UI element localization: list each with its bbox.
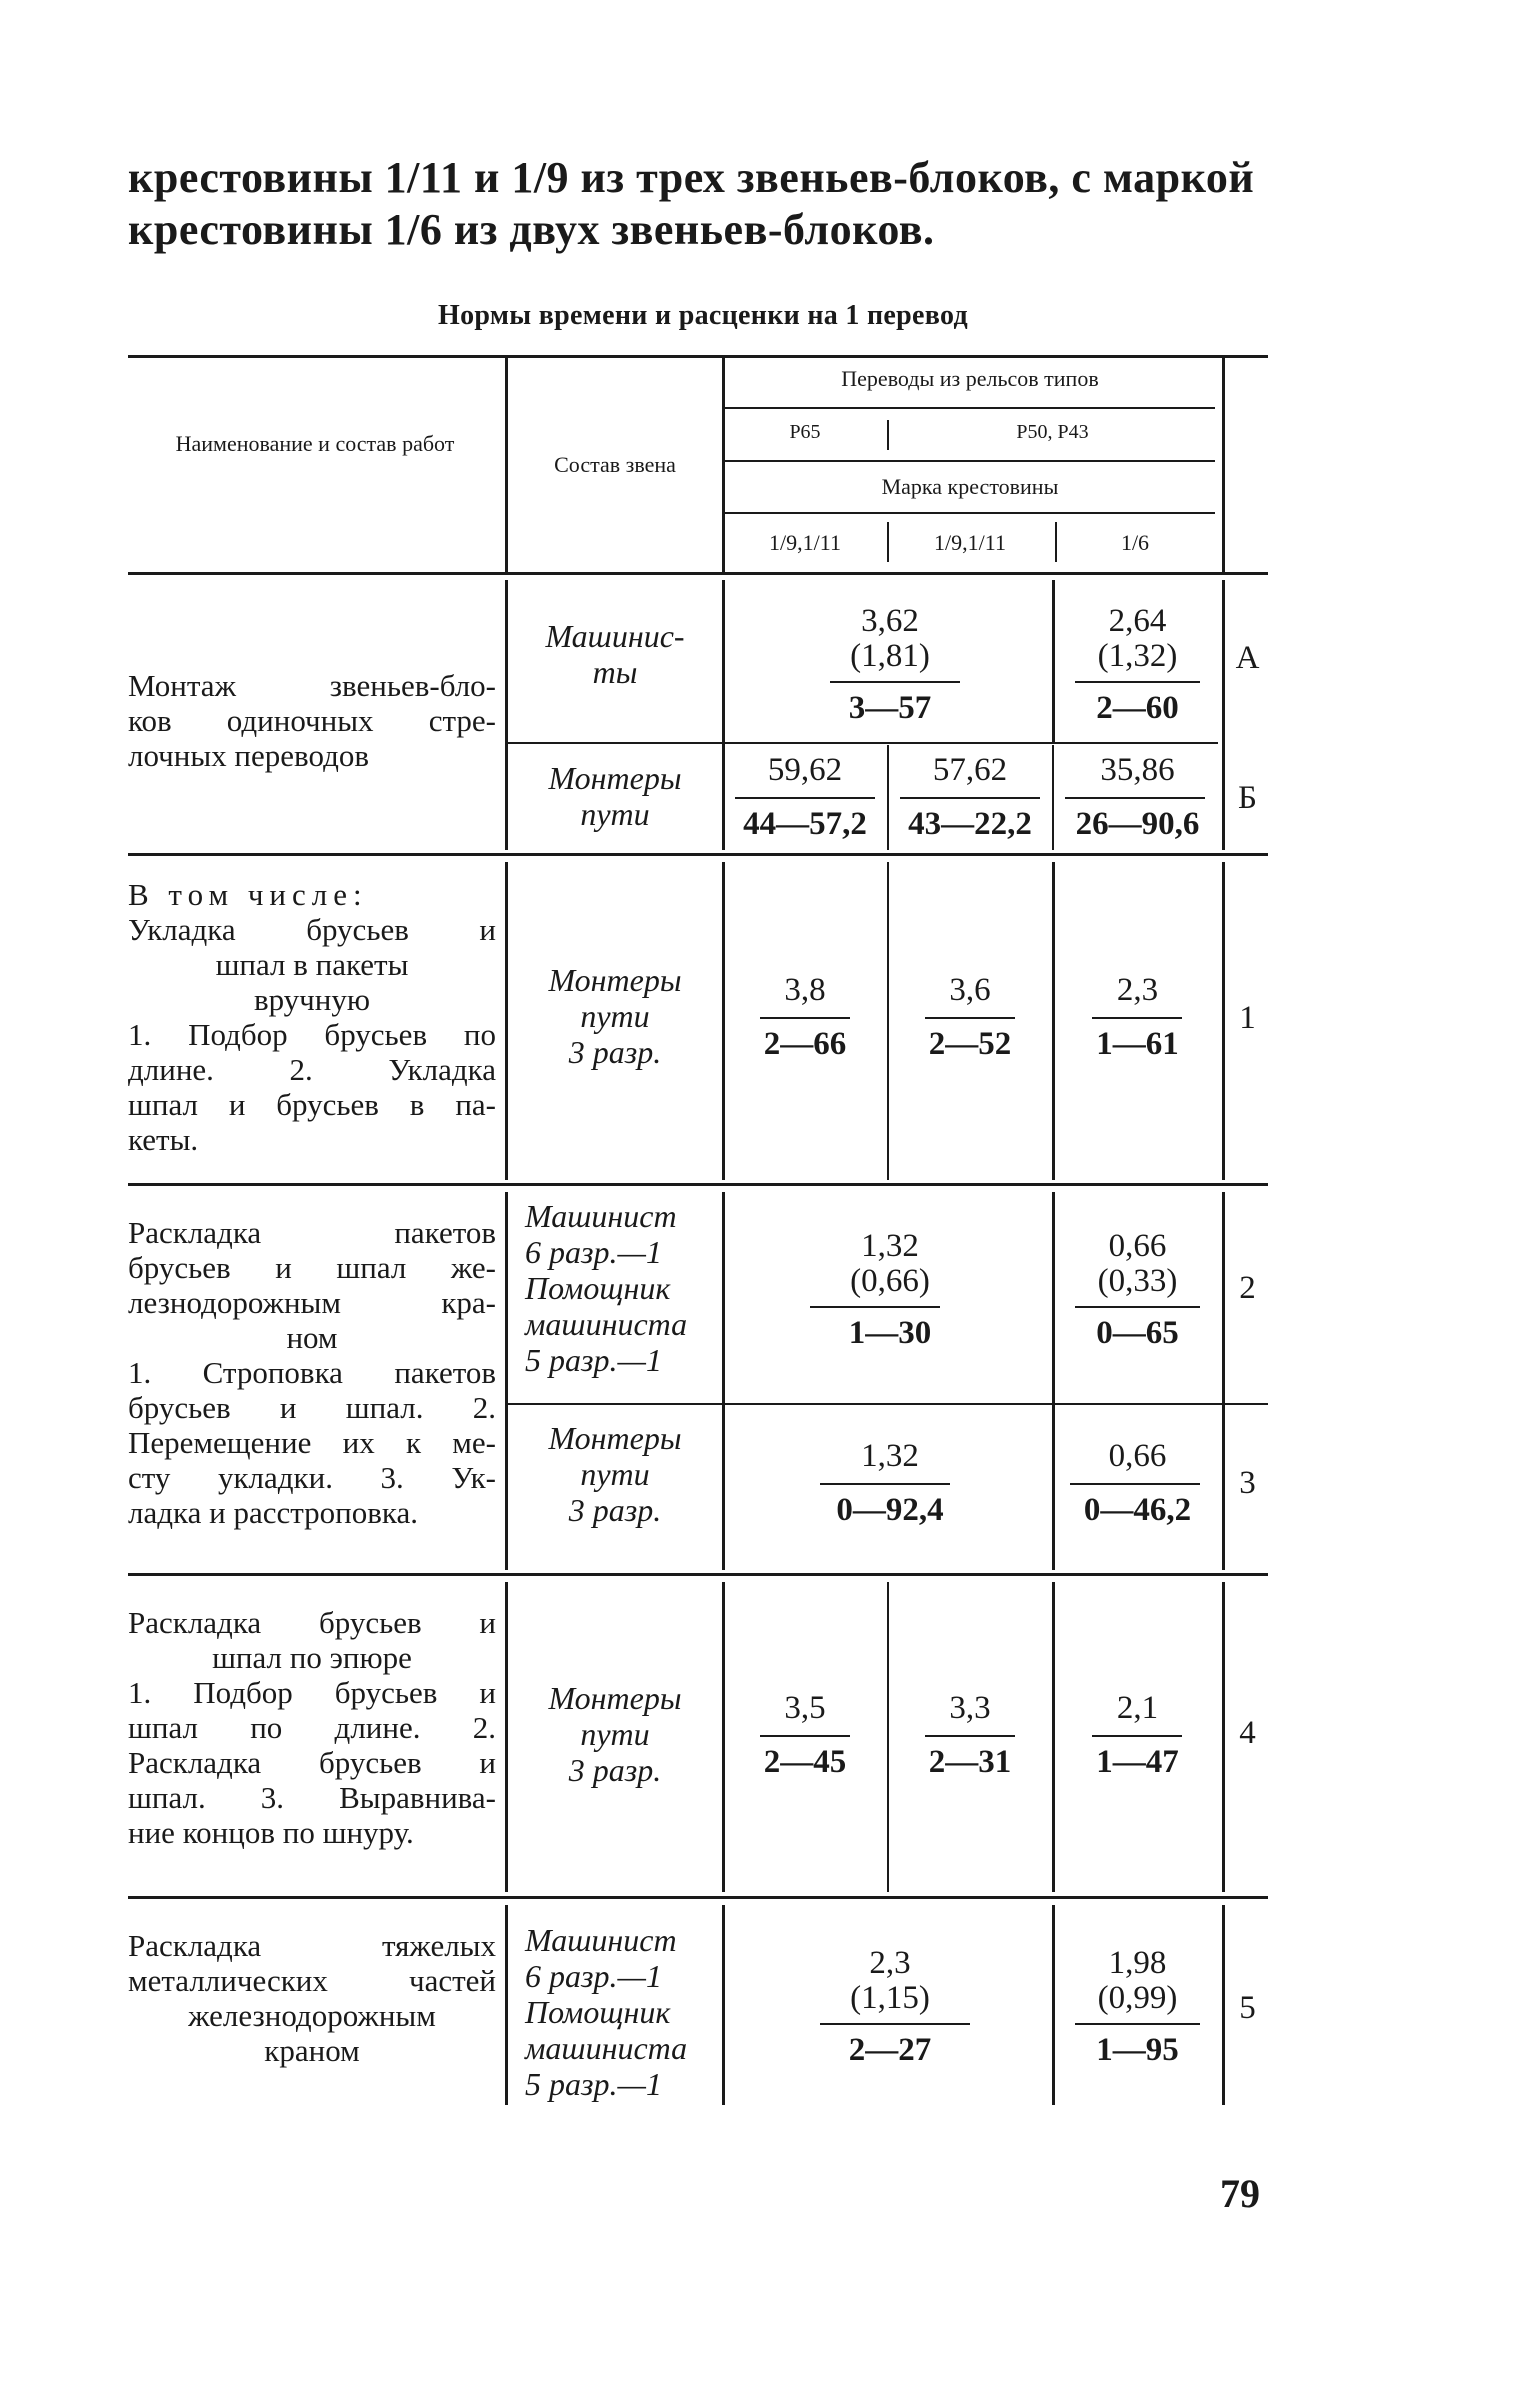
header-rail-r50-r43: Р50, Р43 xyxy=(1016,421,1089,443)
crew-line: Монтеры xyxy=(548,1420,682,1456)
norm-value: 0,66 xyxy=(1108,1438,1167,1474)
crew-line: машиниста xyxy=(525,2030,688,2066)
norm-value-paren: (0,33) xyxy=(1097,1263,1178,1299)
norm-value-paren: (1,15) xyxy=(850,1980,930,2016)
norm-value: 3,6 xyxy=(949,972,991,1008)
crew-line: Монтеры xyxy=(548,1680,682,1716)
crew-cell xyxy=(510,760,720,832)
col-rule xyxy=(722,862,725,1180)
rate-value: 44—57,2 xyxy=(743,806,867,842)
crew-line: Монтеры xyxy=(548,962,682,998)
rate-value: 2—52 xyxy=(928,1026,1012,1062)
fraction-bar xyxy=(1075,1306,1200,1308)
row-description xyxy=(128,1928,496,2068)
desc-line: краном xyxy=(264,2033,360,2068)
header-rule xyxy=(725,407,1215,409)
norm-value: 2,3 xyxy=(1116,972,1159,1008)
desc-line: ков одиночных стре- xyxy=(128,703,496,738)
crew-line: пути xyxy=(580,998,650,1034)
crew-line: пути xyxy=(580,1456,650,1492)
row-marker: 3 xyxy=(1239,1465,1256,1501)
desc-line: шпал. 3. Выравнива- xyxy=(128,1780,496,1815)
desc-line: шпал по эпюре xyxy=(212,1640,412,1675)
col-rule xyxy=(505,358,508,573)
fraction-bar xyxy=(1070,1483,1200,1485)
fraction-bar xyxy=(810,1306,940,1308)
col-rule xyxy=(887,420,889,450)
col-rule xyxy=(887,1582,889,1892)
col-rule xyxy=(1222,358,1225,573)
desc-line: Раскладка брусьев и xyxy=(128,1745,496,1780)
fraction-bar xyxy=(830,681,960,683)
desc-line: ние концов по шнуру. xyxy=(128,1815,414,1850)
intro-paragraph xyxy=(128,152,1278,256)
header-rail-types: Переводы из рельсов типов xyxy=(841,366,1099,391)
rate-value: 26—90,6 xyxy=(1075,806,1200,842)
fraction-bar xyxy=(735,797,875,799)
intro-line-2: крестовины 1/6 из двух звеньев-блоков. xyxy=(128,205,935,254)
rate-value: 2—66 xyxy=(763,1026,847,1062)
norm-value-paren: (0,66) xyxy=(850,1263,930,1299)
desc-line: вручную xyxy=(253,982,371,1017)
fraction-bar xyxy=(925,1017,1015,1019)
fraction-bar xyxy=(820,2023,970,2025)
desc-line: Раскладка пакетов xyxy=(128,1215,496,1250)
row-marker: 4 xyxy=(1239,1715,1256,1751)
row-rule xyxy=(128,1183,1268,1186)
header-col-work: Наименование и состав работ xyxy=(175,431,455,456)
norm-value: 1,32 xyxy=(861,1228,919,1264)
norm-value: 1,32 xyxy=(861,1438,919,1474)
row-marker: 1 xyxy=(1239,1000,1256,1036)
row-rule xyxy=(128,853,1268,856)
desc-line: Раскладка тяжелых xyxy=(128,1928,496,1963)
desc-line: 1. Подбор брусьев и xyxy=(128,1675,496,1710)
crew-line: ты xyxy=(592,654,638,690)
norm-value: 1,98 xyxy=(1108,1945,1167,1981)
desc-line: ном xyxy=(286,1320,338,1355)
header-sub-1: 1/9,1/11 xyxy=(769,530,841,555)
col-rule xyxy=(887,745,889,850)
rate-value: 0—65 xyxy=(1096,1315,1179,1351)
rate-value: 43—22,2 xyxy=(908,806,1032,842)
rate-value: 2—27 xyxy=(848,2032,932,2068)
desc-line: Укладка брусьев и xyxy=(128,912,496,947)
rate-value: 1—95 xyxy=(1096,2032,1179,2068)
desc-line: шпал в пакеты xyxy=(215,947,409,982)
crew-line: Монтеры xyxy=(548,760,682,796)
row-rule xyxy=(128,1573,1268,1576)
fraction-bar xyxy=(1075,681,1200,683)
norm-value: 3,5 xyxy=(784,1690,826,1726)
desc-line: Раскладка брусьев и xyxy=(128,1605,496,1640)
col-rule xyxy=(505,1905,508,2105)
row-rule xyxy=(508,742,1218,744)
page-number: 79 xyxy=(1220,2171,1260,2216)
col-rule xyxy=(887,862,889,1180)
norm-value-paren: (0,99) xyxy=(1097,1980,1178,2016)
fraction-bar xyxy=(760,1017,850,1019)
header-rule xyxy=(725,512,1215,514)
col-rule xyxy=(1052,862,1055,1180)
desc-line: железнодорожным xyxy=(188,1998,436,2033)
norm-value: 2,64 xyxy=(1108,603,1167,639)
crew-line: 3 разр. xyxy=(568,1752,662,1788)
header-sub-2: 1/9,1/11 xyxy=(934,530,1006,555)
header-sub-3: 1/6 xyxy=(1120,530,1150,555)
header-rule xyxy=(725,460,1215,462)
intro-line-1: крестовины 1/11 и 1/9 из трех звеньев-блоков, с маркой xyxy=(128,153,1255,202)
norm-value: 0,66 xyxy=(1108,1228,1167,1264)
row-rule xyxy=(508,1403,1268,1405)
crew-cell xyxy=(525,1198,725,1378)
rate-value: 0—46,2 xyxy=(1083,1492,1192,1528)
col-rule xyxy=(505,580,508,850)
fraction-bar xyxy=(925,1735,1015,1737)
crew-cell xyxy=(510,1420,720,1528)
row-rule xyxy=(128,1896,1268,1899)
header-bottom-rule xyxy=(128,572,1268,575)
crew-line: Помощник xyxy=(525,1270,671,1306)
row-marker: 5 xyxy=(1239,1990,1256,2026)
row-description xyxy=(128,877,496,1157)
col-rule xyxy=(1222,1192,1225,1570)
fraction-bar xyxy=(900,797,1040,799)
desc-line: металлических частей xyxy=(128,1963,496,1998)
crew-line: 3 разр. xyxy=(568,1492,662,1528)
desc-line: длине. 2. Укладка xyxy=(128,1052,496,1087)
crew-line: машиниста xyxy=(525,1306,688,1342)
desc-line: кеты. xyxy=(128,1122,199,1157)
col-rule xyxy=(887,522,889,562)
crew-line: 6 разр.—1 xyxy=(525,1234,662,1270)
desc-line: Монтаж звеньев-бло- xyxy=(128,668,496,703)
table-top-rule xyxy=(128,355,1268,358)
rate-value: 2—60 xyxy=(1096,690,1179,726)
rate-value: 1—61 xyxy=(1096,1026,1179,1062)
desc-line: брусьев и шпал. 2. xyxy=(128,1390,496,1425)
crew-cell xyxy=(510,618,720,690)
crew-line: Машинист xyxy=(525,1922,677,1958)
crew-line: 5 разр.—1 xyxy=(525,1342,662,1378)
crew-line: пути xyxy=(580,1716,650,1752)
norm-value-paren: (1,81) xyxy=(850,638,930,674)
norm-value: 2,1 xyxy=(1116,1690,1159,1726)
crew-cell xyxy=(525,1922,725,2102)
header-col-crew: Состав звена xyxy=(554,452,676,477)
desc-line: ладка и расстроповка. xyxy=(128,1495,418,1530)
fraction-bar xyxy=(820,1483,950,1485)
crew-line: пути xyxy=(580,796,650,832)
col-rule xyxy=(505,862,508,1180)
row-description xyxy=(128,1605,496,1850)
desc-line: шпал и брусьев в па- xyxy=(128,1087,496,1122)
desc-line: лезнодорожным кра- xyxy=(128,1285,496,1320)
row-marker: 2 xyxy=(1239,1270,1256,1306)
header-rail-r65: Р65 xyxy=(789,421,821,443)
desc-line: лочных переводов xyxy=(128,738,369,773)
norm-value: 35,86 xyxy=(1100,752,1175,788)
norm-value-paren: (1,32) xyxy=(1097,638,1178,674)
row-description xyxy=(128,668,496,773)
desc-line: Перемещение их к ме- xyxy=(128,1425,496,1460)
row-marker: А xyxy=(1235,640,1260,676)
rate-value: 0—92,4 xyxy=(836,1492,944,1528)
crew-line: Помощник xyxy=(525,1994,671,2030)
crew-line: 5 разр.—1 xyxy=(525,2066,662,2102)
fraction-bar xyxy=(1065,797,1205,799)
col-rule xyxy=(505,1192,508,1570)
norm-value: 2,3 xyxy=(869,1945,911,1981)
desc-line: сту укладки. 3. Ук- xyxy=(128,1460,496,1495)
fraction-bar xyxy=(1075,2023,1200,2025)
rate-value: 2—31 xyxy=(928,1744,1012,1780)
crew-line: Машинист xyxy=(525,1198,677,1234)
crew-line: 6 разр.—1 xyxy=(525,1958,662,1994)
rate-value: 1—47 xyxy=(1096,1744,1179,1780)
col-rule xyxy=(1052,745,1054,850)
rate-value: 1—30 xyxy=(848,1315,932,1351)
col-rule xyxy=(722,1582,725,1892)
row-description xyxy=(128,1215,496,1530)
fraction-bar xyxy=(760,1735,850,1737)
rate-value: 2—45 xyxy=(763,1744,847,1780)
desc-line: шпал по длине. 2. xyxy=(128,1710,496,1745)
col-rule xyxy=(1052,1582,1055,1892)
crew-line: 3 разр. xyxy=(568,1034,662,1070)
norm-value: 3,62 xyxy=(861,603,919,639)
crew-line: Машинис- xyxy=(545,618,685,654)
norm-value: 3,8 xyxy=(784,972,826,1008)
col-rule xyxy=(505,1582,508,1892)
fraction-bar xyxy=(1092,1735,1182,1737)
norm-value: 57,62 xyxy=(932,752,1008,788)
desc-line: брусьев и шпал же- xyxy=(128,1250,496,1285)
crew-cell xyxy=(510,1680,720,1788)
header-frog-mark: Марка крестовины xyxy=(881,474,1059,499)
fraction-bar xyxy=(1092,1017,1182,1019)
desc-line: 1. Строповка пакетов xyxy=(128,1355,496,1390)
rate-value: 3—57 xyxy=(848,690,932,726)
desc-line: 1. Подбор брусьев по xyxy=(128,1017,496,1052)
crew-cell xyxy=(510,962,720,1070)
desc-line: В том числе: xyxy=(128,877,368,912)
table-caption: Нормы времени и расценки на 1 перевод xyxy=(438,300,968,331)
norm-value: 59,62 xyxy=(767,752,843,788)
norm-value: 3,3 xyxy=(949,1690,991,1726)
row-marker: Б xyxy=(1238,780,1257,816)
